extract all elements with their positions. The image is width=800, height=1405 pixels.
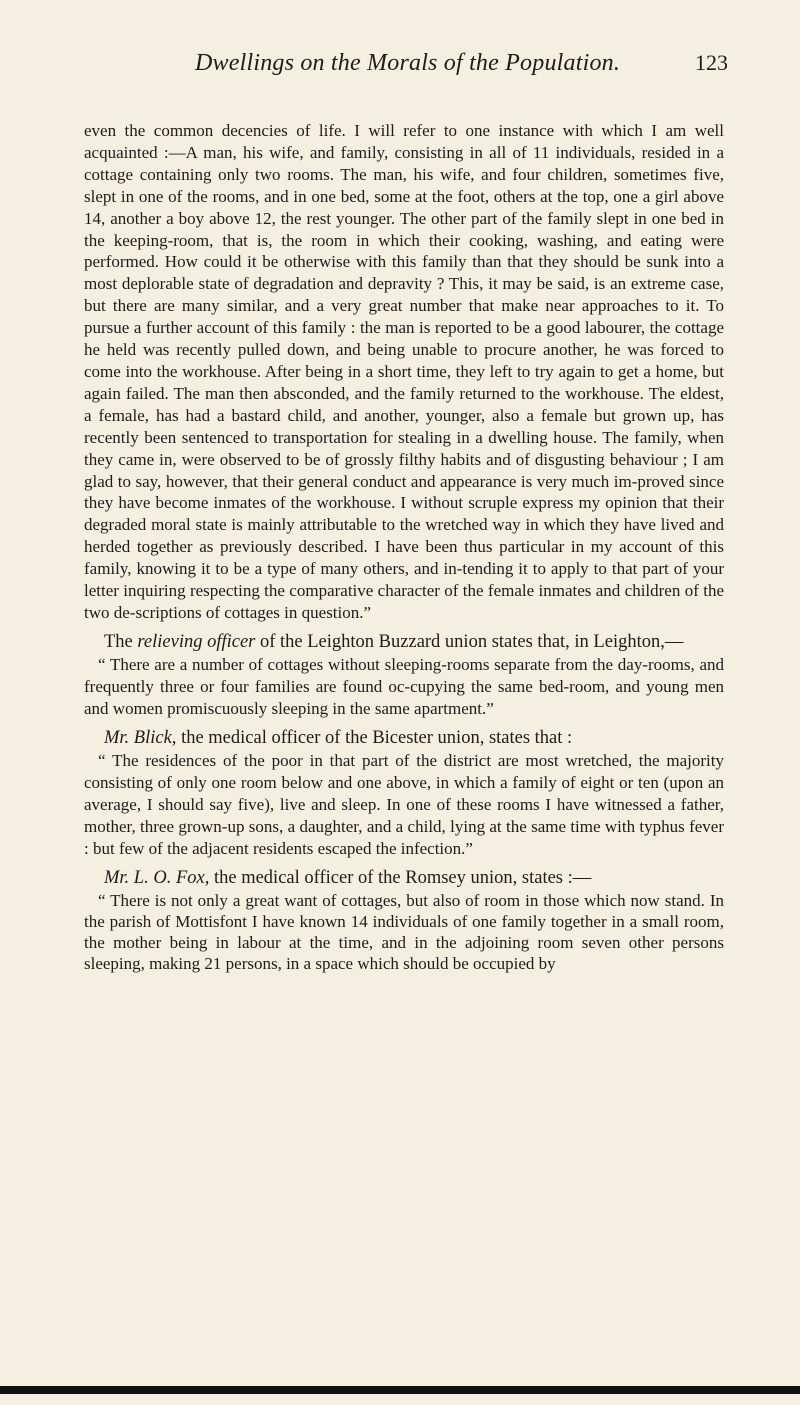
page-number: 123 — [695, 50, 728, 75]
quote-romsey: “ There is not only a great want of cottages, but also of room in those which now stand. In the parish of Mottisfont I have known 14 individuals of one family together in a small room, the mother being in labour at the time, and in the adjoining room seven other persons sleeping, making 21 persons, in a space which should be occupied by — [84, 890, 724, 974]
intro-italic-mr-blick: Mr. Blick, — [104, 727, 177, 748]
intro-italic-relieving-officer: relieving officer — [137, 631, 256, 652]
intro-prefix: The — [104, 631, 138, 652]
quote-leighton-buzzard: “ There are a number of cottages without sleeping-rooms separate from the day-rooms, and frequently three or four families are found oc-cupying the same bed-room, and young men and women promiscuously sleeping in the same apartment.” — [84, 654, 724, 718]
running-title: Dwellings on the Morals of the Population. — [195, 50, 621, 76]
intro-bicester — [84, 726, 724, 750]
quote-bicester: “ The residences of the poor in that part of the district are most wretched, the majority consisting of only one room below and one above, in which a family of eight or ten (upon an average, I should say five), live and sleep. In one of these rooms I have witnessed a father, mother, three grown-up sons, a daughter, and a child, lying at the same time with typhus fever : but few of the adjacent residents escaped the infection.” — [84, 750, 724, 858]
body-text — [84, 120, 724, 975]
intro-leighton-buzzard — [84, 630, 724, 654]
intro-suffix: the medical officer of the Romsey union, states :— — [209, 867, 592, 888]
intro-suffix: of the Leighton Buzzard union states that, in Leighton,— — [255, 631, 684, 652]
intro-italic-mr-fox: Mr. L. O. Fox, — [104, 867, 210, 888]
page-header — [0, 50, 800, 90]
paragraph-family-account: even the common decencies of life. I will refer to one instance with which I am well acquainted :—A man, his wife, and family, consisting in all of 11 individuals, resided in a cottage containing only two rooms. The man, his wife, and four children, sometimes five, slept in one of the rooms, and in one bed, some at the foot, others at the top, one a girl above 14, another a boy above 12, the rest younger. The other part of the family slept in one bed in the keeping-room, that is, the room in which their cooking, washing, and eating were performed. How could it be otherwise with this family than that they should be sunk into a most deplorable state of degradation and depravity ? This, it may be said, is an extreme case, but there are many similar, and a very great number that make near approaches to it. To pursue a further account of this family : the man is reported to be a good labourer, the cottage he held was recently pulled down, and being unable to procure another, he was forced to come into the workhouse. After being in a short time, they left to try again to get a home, but again failed. The man then absconded, and the family returned to the workhouse. The eldest, a female, has had a bastard child, and another, younger, also a female but grown up, has recently been sentenced to transportation for stealing in a dwelling house. The family, when they came in, were observed to be of grossly filthy habits and of disgusting behaviour ; I am glad to say, however, that their general conduct and appearance is very much im-proved since they have become inmates of the workhouse. I without scruple express my opinion that their degraded moral state is mainly attributable to the wretched way in which they have lived and herded together as previously described. I have been thus particular in my account of this family, knowing it to be a type of many others, and in-tending it to apply to that part of your letter inquiring respecting the comparative character of the female inmates and children of the two de-scriptions of cottages in question.” — [84, 121, 724, 622]
intro-suffix: the medical officer of the Bicester union, states that : — [176, 727, 573, 748]
bottom-scan-edge — [0, 1386, 800, 1394]
intro-romsey — [84, 866, 724, 890]
